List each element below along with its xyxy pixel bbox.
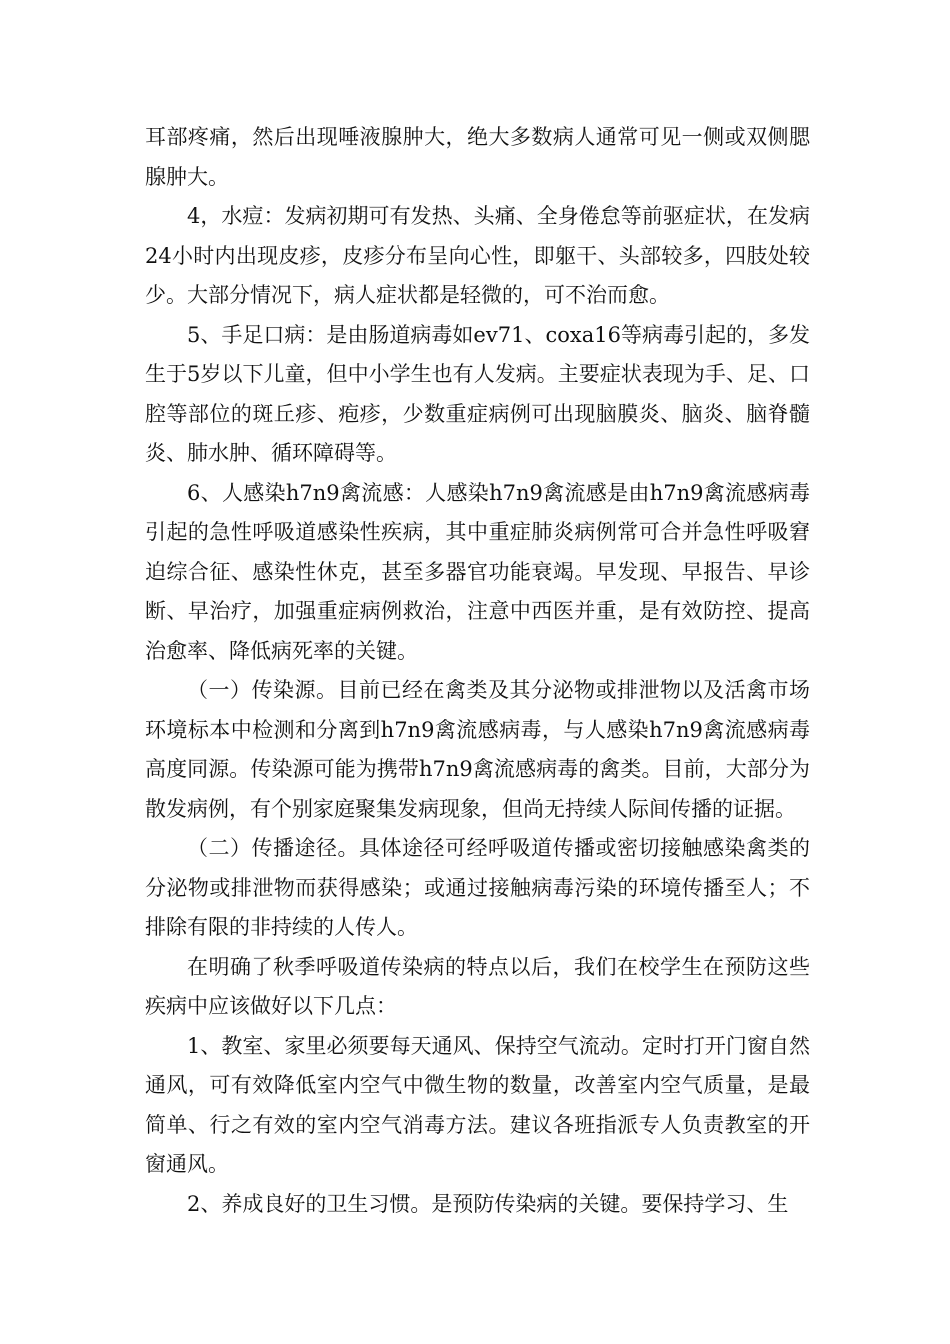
paragraph-hygiene-habits: 2、养成良好的卫生习惯。是预防传染病的关键。要保持学习、生 <box>187 1191 789 1216</box>
paragraph-h7n9: 6、人感染h7n9禽流感：人感染h7n9禽流感是由h7n9禽流感病毒引起的急性呼吸道感染性疾病，其中重症肺炎病例常可合并急性呼吸窘迫综合征、感染性休克，甚至多器官功能衰竭。早发现、早报告、早诊断、早治疗，加强重症病例救治，注意中西医并重，是有效防控、提高治愈率、降低病死率的关键。 <box>145 480 810 663</box>
paragraph-ventilation: 1、教室、家里必须要每天通风、保持空气流动。定时打开门窗自然通风，可有效降低室内空气中微生物的数量，改善室内空气质量，是最简单、行之有效的室内空气消毒方法。建议各班指派专人负责教室的开窗通风。 <box>145 1033 810 1176</box>
paragraph-prevention-intro: 在明确了秋季呼吸道传染病的特点以后，我们在校学生在预防这些疾病中应该做好以下几点： <box>145 954 810 1018</box>
paragraph-infection-source: （一）传染源。目前已经在禽类及其分泌物或排泄物以及活禽市场环境标本中检测和分离到h7n9禽流感病毒，与人感染h7n9禽流感病毒高度同源。传染源可能为携带h7n9禽流感病毒的禽类。目前，大部分为散发病例，有个别家庭聚集发病现象，但尚无持续人际间传播的证据。 <box>145 678 810 821</box>
paragraph-hand-foot-mouth: 5、手足口病：是由肠道病毒如ev71、coxa16等病毒引起的，多发生于5岁以下儿童，但中小学生也有人发病。主要症状表现为手、足、口腔等部位的斑丘疹、疱疹，少数重症病例可出现脑膜炎、脑炎、脑脊髓炎、肺水肿、循环障碍等。 <box>145 322 810 465</box>
document-body <box>145 118 810 1224</box>
paragraph-mumps-continued: 耳部疼痛，然后出现唾液腺肿大，绝大多数病人通常可见一侧或双侧腮腺肿大。 <box>145 125 810 189</box>
paragraph-transmission-route: （二）传播途径。具体途径可经呼吸道传播或密切接触感染禽类的分泌物或排泄物而获得感染；或通过接触病毒污染的环境传播至人；不排除有限的非持续的人传人。 <box>145 836 810 939</box>
paragraph-chickenpox: 4，水痘：发病初期可有发热、头痛、全身倦怠等前驱症状，在发病24小时内出现皮疹，皮疹分布呈向心性，即躯干、头部较多，四肢处较少。大部分情况下，病人症状都是轻微的，可不治而愈。 <box>145 204 810 307</box>
